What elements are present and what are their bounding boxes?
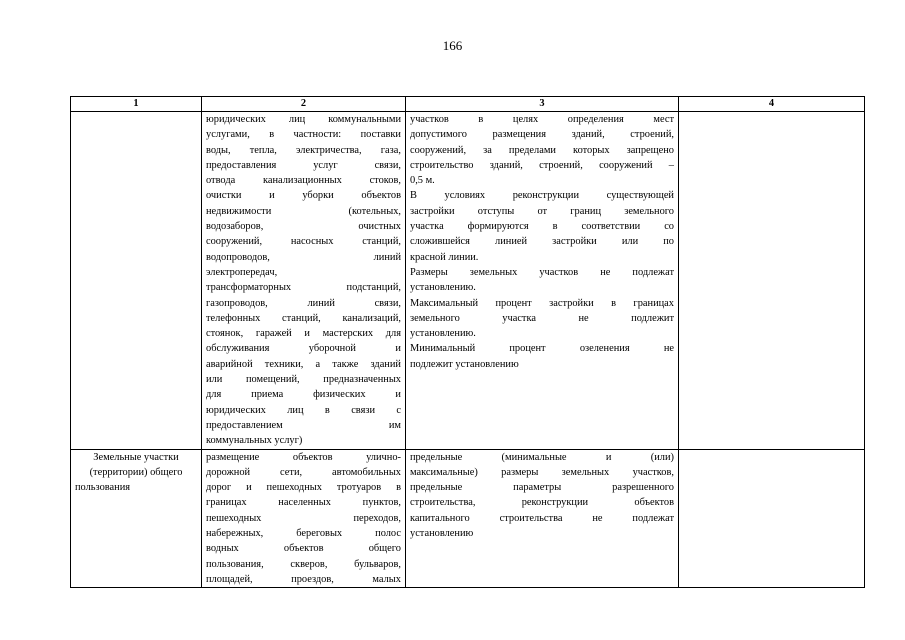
cell-text-line: очистки и уборки объектов: [206, 190, 401, 202]
cell-text-line: дорог и пешеходных тротуаров в: [206, 482, 401, 494]
cell-text-line: набережных, береговых полос: [206, 528, 401, 540]
cell-text-line: установлению.: [410, 328, 476, 340]
cell-text-line: пользования: [75, 482, 131, 494]
cell-text-line: водных объектов общего: [206, 543, 401, 555]
cell-text-line: предоставления услуг связи,: [206, 159, 401, 171]
cell-text-line: допустимого размещения зданий, строений,: [410, 129, 674, 141]
cell-text-line: юридических лиц коммунальными: [206, 114, 401, 125]
cell-text-line: отвода канализационных стоков,: [206, 175, 401, 187]
column-header-4: 4: [679, 97, 865, 112]
table-row: [71, 112, 865, 450]
cell-text-line: установлению: [410, 528, 474, 540]
cell-text-line: участков в целях определения мест: [410, 114, 674, 125]
cell-text-line: сложившейся линией застройки или по: [410, 236, 674, 248]
cell-text-line: земельного участка не подлежит: [410, 312, 674, 324]
cell-text-line: установлению.: [410, 282, 476, 294]
cell-text-line: услугами, в частности: поставки: [206, 129, 401, 141]
cell-text-line: обслуживания уборочной и: [206, 343, 401, 355]
cell-text-line: площадей, проездов, малых: [206, 573, 401, 585]
table-cell-col-1: [71, 449, 202, 588]
cell-text-line: строительство зданий, строений, сооружений –: [410, 159, 674, 171]
cell-text-line: трансформаторных подстанций,: [206, 282, 401, 294]
cell-text-line: участка формируются в соответствии со: [410, 221, 674, 233]
cell-text-line: В условиях реконструкции существующей: [410, 190, 674, 202]
cell-text-line: красной линии.: [410, 251, 479, 263]
cell-text-line: пользования, скверов, бульваров,: [206, 558, 401, 570]
cell-text-line: предельные (минимальные и (или): [410, 451, 674, 463]
cell-text-line: сооружений, насосных станций,: [206, 236, 401, 248]
cell-text-line: юридических лиц в связи с: [206, 404, 401, 416]
cell-text-line: Размеры земельных участков не подлежат: [410, 266, 674, 278]
cell-text-line: дорожной сети, автомобильных: [206, 466, 401, 478]
cell-text-line: аварийной техники, а также зданий: [206, 358, 401, 370]
cell-text-line: недвижимости (котельных,: [206, 205, 401, 217]
table-cell-col-4: [679, 112, 865, 450]
cell-text-line: электропередач,: [206, 266, 278, 278]
cell-text-line: воды, тепла, электричества, газа,: [206, 144, 401, 156]
cell-text-line: водозаборов, очистных: [206, 221, 401, 233]
table-cell-col-1: [71, 112, 202, 450]
column-header-3: 3: [406, 97, 679, 112]
page-number: 166: [442, 38, 463, 53]
table-cell-col-4: [679, 449, 865, 588]
cell-text-line: или помещений, предназначенных: [206, 374, 401, 386]
cell-text-line: Земельные участки: [93, 451, 179, 463]
cell-text-line: Минимальный процент озеленения не: [410, 343, 674, 355]
cell-text-line: предоставлением им: [206, 419, 401, 431]
cell-text-line: коммунальных услуг): [206, 435, 303, 447]
cell-text-line: Максимальный процент застройки в границах: [410, 297, 674, 309]
cell-text-line: газопроводов, линий связи,: [206, 297, 401, 309]
cell-text-line: для приема физических и: [206, 389, 401, 401]
cell-text-line: телефонных станций, канализаций,: [206, 312, 401, 324]
table-cell-col-2: [202, 449, 406, 588]
cell-text-line: 0,5 м.: [410, 175, 435, 187]
regulations-table: [70, 96, 865, 588]
cell-text-line: подлежит установлению: [410, 358, 519, 370]
table-row: [71, 449, 865, 588]
cell-text-line: сооружений, за пределами которых запрещено: [410, 144, 674, 156]
table-header-row: [71, 97, 865, 112]
table-cell-col-3: [406, 112, 679, 450]
column-header-1: 1: [71, 97, 202, 112]
cell-text-line: стоянок, гаражей и мастерских для: [206, 328, 401, 340]
cell-text-line: границах населенных пунктов,: [206, 497, 401, 509]
cell-text-line: максимальные) размеры земельных участков,: [410, 466, 674, 478]
table-cell-col-3: [406, 449, 679, 588]
cell-text-line: размещение объектов улично-: [206, 451, 401, 463]
cell-text-line: застройки отступы от границ земельного: [410, 205, 674, 217]
cell-text-line: водопроводов, линий: [206, 251, 401, 263]
column-header-2: 2: [202, 97, 406, 112]
cell-text-line: капитального строительства не подлежат: [410, 512, 674, 524]
cell-text-line: строительства, реконструкции объектов: [410, 497, 674, 509]
cell-text-line: предельные параметры разрешенного: [410, 482, 674, 494]
cell-text-line: пешеходных переходов,: [206, 512, 401, 524]
cell-text-line: (территории) общего: [89, 466, 183, 478]
table-cell-col-2: [202, 112, 406, 450]
